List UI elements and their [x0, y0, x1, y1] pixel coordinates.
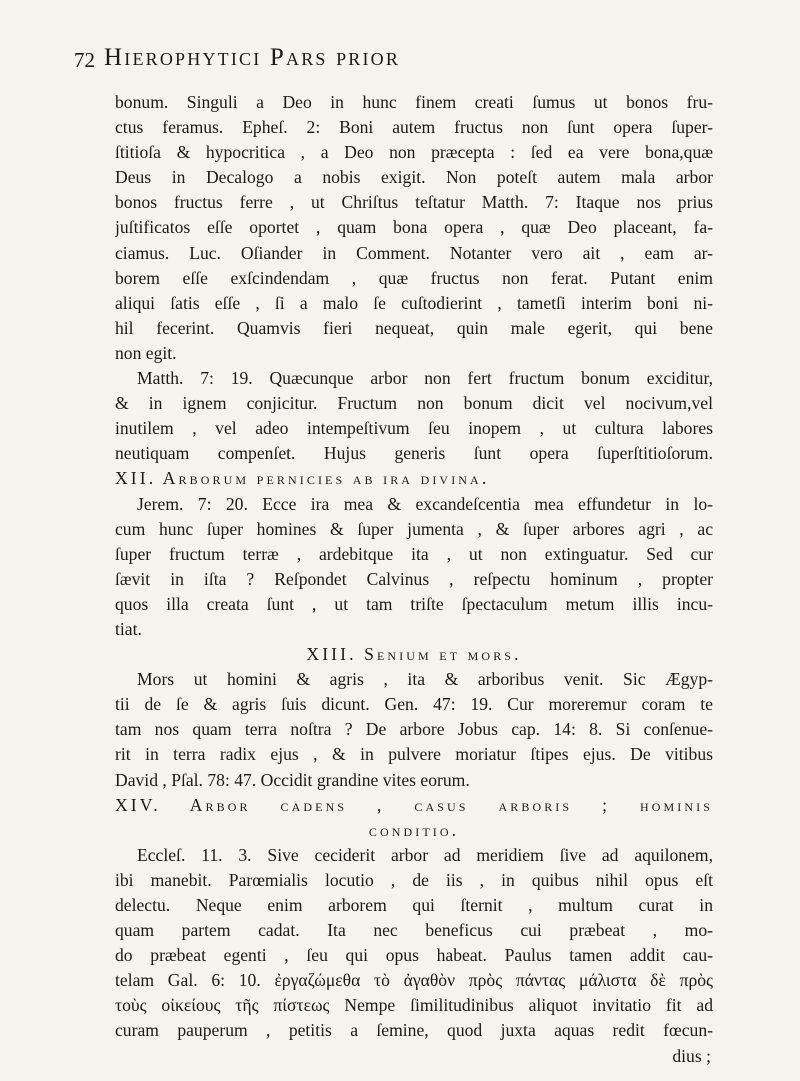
text-line: tam nos quam terra noſtra ? De arbore Jobus cap. 14: 8. Si conſenue-: [115, 719, 713, 740]
text-line: quam partem cadat. Ita nec beneficus cui præbeat , mo-: [115, 920, 713, 941]
text-line: dius ;: [672, 1045, 711, 1066]
section-heading: conditio.: [368, 819, 460, 840]
text-line: & in ignem conjicitur. Fructum non bonum dicit vel nocivum,vel: [115, 393, 713, 414]
text-line: τοὺς οἰκείους τῆς πίστεως Nempe ſimilitudinibus aliquot invitatio fit ad: [115, 995, 713, 1016]
text-line: ſuper fructum terræ , ardebitque ita , ut non extinguatur. Sed cur: [115, 543, 713, 564]
text-line: tiat.: [115, 618, 142, 639]
text-line: cum hunc ſuper homines & ſuper jumenta , & ſuper arbores agri , ac: [115, 518, 713, 539]
text-line: ciamus. Luc. Oſiander in Comment. Notanter vero ait , eam ar-: [115, 242, 713, 263]
text-line: non egit.: [115, 342, 177, 363]
text-line: rit in terra radix ejus , & in pulvere moriatur ſtipes ejus. De vitibus: [115, 744, 713, 765]
page-header: [74, 44, 714, 74]
page-number: 72: [74, 48, 95, 72]
text-line: hil fecerint. Quamvis fieri nequeat, quin male egerit, qui bene: [115, 317, 713, 338]
text-line: ſævit in iſta ? Reſpondet Calvinus , reſpectu hominum , propter: [115, 568, 713, 589]
text-line: ibi manebit. Parœmialis locutio , de iis , in quibus nihil opus eſt: [115, 869, 713, 890]
text-line: tii de ſe & agris ſuis dicunt. Gen. 47: 19. Cur moreremur coram te: [115, 694, 713, 715]
section-heading: XIII. Senium et mors.: [306, 644, 522, 665]
text-line: ſtitioſa & hypocritica , a Deo non præcepta : ſed ea vere bona,quæ: [115, 142, 713, 163]
text-line: curam pauperum , petitis a ſemine, quod juxta aquas redit fœcun-: [115, 1020, 713, 1041]
body-text: [115, 90, 713, 1069]
running-title: Hierophytici Pars prior: [104, 44, 401, 71]
text-line: Deus in Decalogo a nobis exigit. Non poteſt autem mala arbor: [115, 167, 713, 188]
text-line: do præbeat egenti , ſeu qui opus habeat. Paulus tamen addit cau-: [115, 945, 713, 966]
text-line: aliqui ſatis eſſe , ſi a malo ſe cuſtodierint , tametſi interim boni ni-: [115, 292, 713, 313]
section-heading: XIV. Arbor cadens , casus arboris ; hominis: [115, 794, 713, 815]
text-line: David , Pſal. 78: 47. Occidit grandine vites eorum.: [115, 769, 470, 790]
text-line: neutiquam compenſet. Hujus generis ſunt opera ſuperſtitioſorum.: [115, 443, 713, 464]
text-line: Matth. 7: 19. Quæcunque arbor non fert fructum bonum exciditur,: [137, 368, 713, 389]
text-line: Eccleſ. 11. 3. Sive ceciderit arbor ad meridiem ſive ad aquilonem,: [137, 844, 713, 865]
text-line: borem eſſe exſcindendam , quæ fructus non ferat. Putant enim: [115, 267, 713, 288]
text-line: bonos fructus ferre , ut Chriſtus teſtatur Matth. 7: Itaque nos prius: [115, 192, 713, 213]
text-line: ctus feramus. Epheſ. 2: Boni autem fructus non ſunt opera ſuper-: [115, 117, 713, 138]
text-line: Mors ut homini & agris , ita & arboribus venit. Sic Ægyp-: [137, 669, 713, 690]
text-line: delectu. Neque enim arborem qui ſternit , multum curat in: [115, 895, 713, 915]
text-line: Jerem. 7: 20. Ecce ira mea & excandeſcentia mea effundetur in lo-: [137, 493, 713, 514]
text-line: quos illa creata ſunt , ut tam triſte ſpectaculum metum illis incu-: [115, 593, 713, 614]
text-line: telam Gal. 6: 10. ἐργαζώμεθα τὸ ἀγαθὸν πρὸς πάντας μάλιστα δὲ πρὸς: [115, 970, 713, 991]
text-line: inutilem , vel adeo intempeſtivum ſeu inopem , ut cultura labores: [115, 418, 713, 439]
text-line: bonum. Singuli a Deo in hunc finem creati ſumus ut bonos fru-: [115, 92, 713, 112]
section-heading: XII. Arborum pernicies ab ira divina.: [115, 468, 490, 489]
text-line: juſtificatos eſſe oportet , quam bona opera , quæ Deo placeant, fa-: [115, 217, 713, 238]
